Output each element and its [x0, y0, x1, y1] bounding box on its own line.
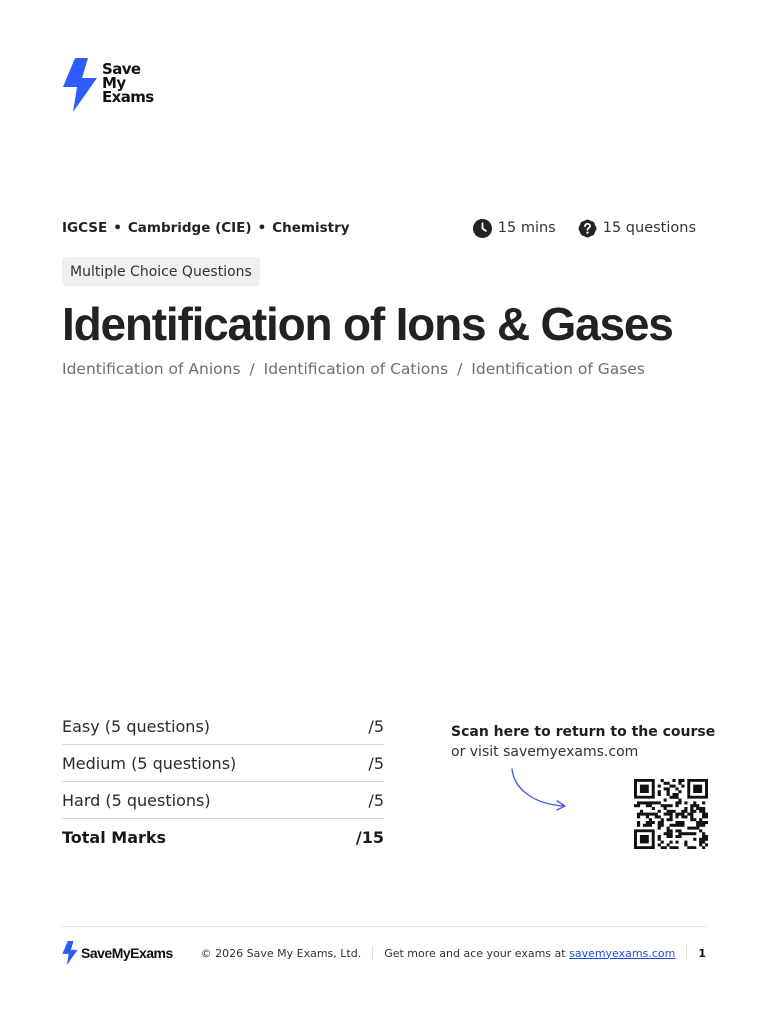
footer-copyright: © 2026 Save My Exams, Ltd. [200, 946, 362, 960]
question-type-chip: Multiple Choice Questions [62, 257, 260, 286]
marks-row-medium [62, 745, 384, 782]
questions-stat [578, 219, 696, 238]
subtopic-cations: Identification of Cations [263, 360, 449, 378]
crumb-level: IGCSE [62, 220, 108, 236]
subtopic-separator: / [249, 360, 255, 378]
brand-line-3: Exams [102, 88, 154, 106]
page-number: 1 [698, 946, 706, 960]
total-label: Total Marks [62, 827, 167, 847]
subtopic-list [62, 360, 645, 378]
footer-separator [372, 946, 373, 960]
brand-logo [62, 58, 154, 112]
brand-line-1: Save [102, 60, 141, 78]
crumb-separator: • [257, 220, 267, 236]
footer-separator [686, 946, 687, 960]
footer-info [201, 946, 706, 960]
marks-row-hard [62, 782, 384, 819]
qr-code[interactable] [634, 779, 708, 849]
marks-row-easy [62, 708, 384, 745]
subtopic-gases: Identification of Gases [471, 360, 645, 378]
marks-value: /5 [368, 790, 384, 810]
clock-icon [473, 219, 492, 238]
marks-label: Easy (5 questions) [62, 716, 211, 736]
footer-brand-name: SaveMyExams [81, 945, 173, 961]
questions-text: 15 questions [602, 220, 696, 236]
curved-arrow-icon [506, 766, 572, 814]
quiz-stats [473, 219, 696, 238]
question-icon [578, 219, 597, 238]
footer-link[interactable]: savemyexams.com [569, 946, 676, 960]
marks-label: Hard (5 questions) [62, 790, 211, 810]
brand-line-2: My [102, 74, 126, 92]
lightning-bolt-icon [62, 941, 78, 965]
scan-subtitle: or visit savemyexams.com [451, 744, 639, 760]
scan-callout [451, 722, 721, 762]
marks-value: /5 [368, 753, 384, 773]
page-footer [62, 940, 706, 966]
page-title: Identification of Ions & Gases [62, 298, 673, 350]
total-value: /15 [355, 827, 384, 847]
duration-stat [473, 219, 556, 238]
scan-title: Scan here to return to the course [451, 724, 716, 740]
footer-divider [62, 926, 706, 927]
lightning-bolt-icon [62, 58, 98, 112]
crumb-separator: • [113, 220, 122, 236]
marks-label: Medium (5 questions) [62, 753, 237, 773]
crumb-board: Cambridge (CIE) [127, 220, 252, 236]
marks-table [62, 708, 384, 855]
footer-cta: Get more and ace your exams at [384, 946, 566, 960]
duration-text: 15 mins [497, 220, 556, 236]
marks-row-total [62, 819, 384, 855]
brand-wordmark [102, 62, 154, 104]
subtopic-separator: / [457, 360, 463, 378]
breadcrumb [62, 220, 350, 236]
crumb-subject: Chemistry [272, 220, 350, 236]
meta-row [62, 218, 696, 238]
subtopic-anions: Identification of Anions [62, 360, 241, 378]
footer-logo [62, 941, 173, 965]
marks-value: /5 [368, 716, 384, 736]
